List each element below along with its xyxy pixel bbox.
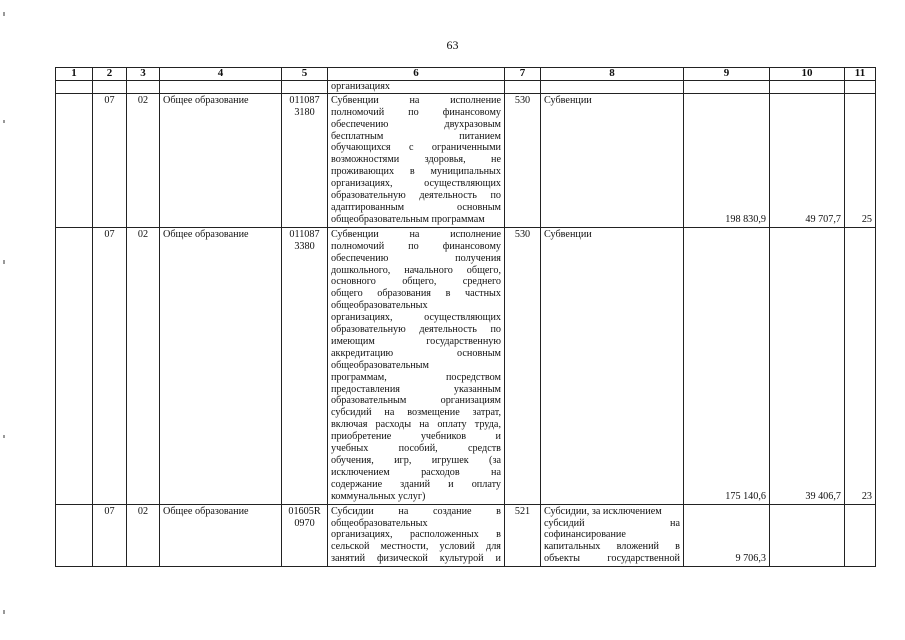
target-article-code: 01605R 0970 (282, 504, 328, 567)
section-code: 07 (93, 227, 127, 504)
column-header: 11 (845, 68, 876, 81)
expense-description: Субвенции на исполнение полномочий по финансовому обеспечению получения дошкольного, начального общего, основного общего, среднего общего образования в частных общеобразовательных организациях, осуществляющих образовательную деятельность по имеющим государственную аккредитацию основным общеобразовательным программам, посредством предоставления указанным образовательным организациям субсидий на возмещение затрат, включая расходы на оплату труда, приобретение учебников и учебных пособий, средств обучения, игр, игрушек (за исключением расходов на содержание зданий и оплату коммунальных услуг) (328, 227, 505, 504)
column-header: 9 (684, 68, 770, 81)
scan-edge-mark (3, 260, 5, 264)
subsection-code: 02 (127, 93, 160, 227)
percent-col11: 23 (845, 227, 876, 504)
expense-type-name: Субвенции (541, 93, 684, 227)
amount-col10: 49 707,7 (770, 93, 845, 227)
target-article-code: 011087 3180 (282, 93, 328, 227)
column-header: 6 (328, 68, 505, 81)
scan-edge-mark (3, 12, 5, 16)
expense-type-code: 521 (505, 504, 541, 567)
expense-type-code: 530 (505, 227, 541, 504)
subsection-code: 02 (127, 227, 160, 504)
subsection-code: 02 (127, 504, 160, 567)
section-name: Общее образование (160, 227, 282, 504)
table-row (56, 93, 876, 227)
page-number: 63 (446, 38, 459, 52)
cell-col1 (56, 93, 93, 227)
carry-over-row (56, 80, 876, 93)
cell-col1 (56, 504, 93, 567)
header-row (56, 68, 876, 81)
table-row (56, 504, 876, 567)
amount-col9: 9 706,3 (684, 504, 770, 567)
scan-edge-mark (3, 610, 5, 614)
percent-col11 (845, 504, 876, 567)
budget-table (55, 67, 876, 567)
amount-col10: 39 406,7 (770, 227, 845, 504)
expense-type-code: 530 (505, 93, 541, 227)
scan-edge-mark (3, 120, 5, 123)
carry-over-text: организациях (328, 80, 505, 93)
expense-description: Субсидии на создание в общеобразовательных организациях, расположенных в сельской местности, условий для занятий физической культурой и (328, 504, 505, 567)
column-header: 2 (93, 68, 127, 81)
cell-col1 (56, 227, 93, 504)
column-header: 5 (282, 68, 328, 81)
amount-col9: 198 830,9 (684, 93, 770, 227)
column-header: 4 (160, 68, 282, 81)
scan-edge-mark (3, 435, 5, 438)
column-header: 3 (127, 68, 160, 81)
section-code: 07 (93, 504, 127, 567)
column-header: 7 (505, 68, 541, 81)
column-header: 10 (770, 68, 845, 81)
section-name: Общее образование (160, 504, 282, 567)
section-name: Общее образование (160, 93, 282, 227)
percent-col11: 25 (845, 93, 876, 227)
section-code: 07 (93, 93, 127, 227)
target-article-code: 011087 3380 (282, 227, 328, 504)
table-row (56, 227, 876, 504)
expense-type-name: Субвенции (541, 227, 684, 504)
column-header: 8 (541, 68, 684, 81)
column-header: 1 (56, 68, 93, 81)
amount-col9: 175 140,6 (684, 227, 770, 504)
expense-type-name: Субсидии, за исключением субсидий на софинансирование капитальных вложений в объекты государственной (541, 504, 684, 567)
amount-col10 (770, 504, 845, 567)
expense-description: Субвенции на исполнение полномочий по финансовому обеспечению двухразовым бесплатным питанием обучающихся с ограниченными возможностями здоровья, не проживающих в муниципальных организациях, осуществляющих образовательную деятельность по адаптированным основным общеобразовательным программам (328, 93, 505, 227)
